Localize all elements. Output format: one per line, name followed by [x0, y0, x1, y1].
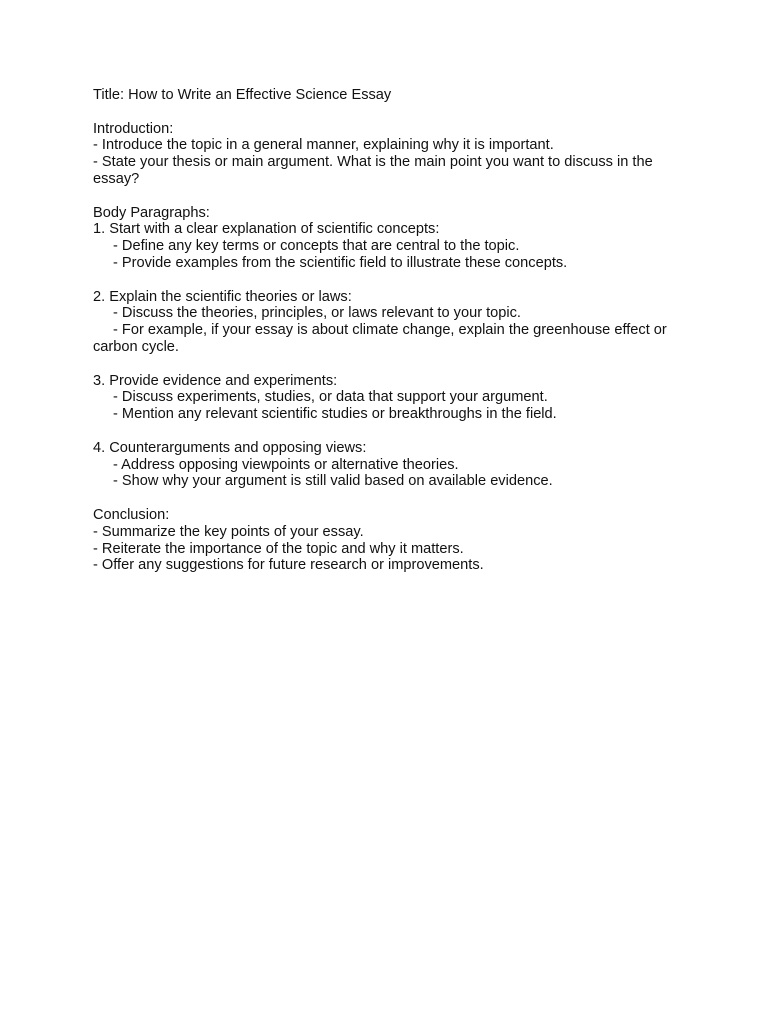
- conclusion-point: - Offer any suggestions for future research or improvements.: [93, 557, 484, 574]
- section-3-point: - Mention any relevant scientific studies or breakthroughs in the field.: [113, 406, 557, 423]
- spacer: [93, 272, 673, 289]
- section-2-point: - For example, if your essay is about climate change, explain the greenhouse effect or carbon cycle.: [93, 322, 671, 355]
- spacer: [93, 490, 673, 507]
- body-heading: Body Paragraphs:: [93, 204, 210, 221]
- introduction-point: - State your thesis or main argument. What is the main point you want to discuss in the essay?: [93, 154, 657, 187]
- conclusion-point: - Reiterate the importance of the topic and why it matters.: [93, 540, 464, 557]
- spacer: [93, 356, 673, 373]
- section-1-point: - Provide examples from the scientific field to illustrate these concepts.: [113, 254, 568, 271]
- introduction-point: - Introduce the topic in a general manner, explaining why it is important.: [93, 137, 554, 154]
- section-title-3: 3. Provide evidence and experiments:: [93, 372, 338, 389]
- spacer: [93, 104, 673, 121]
- conclusion-point: - Summarize the key points of your essay.: [93, 523, 364, 540]
- section-4-point: - Show why your argument is still valid based on available evidence.: [113, 473, 553, 490]
- section-title-4: 4. Counterarguments and opposing views:: [93, 439, 367, 456]
- spacer: [93, 188, 673, 205]
- section-title-2: 2. Explain the scientific theories or laws:: [93, 288, 352, 305]
- section-title-1: 1. Start with a clear explanation of scientific concepts:: [93, 221, 440, 238]
- section-2-point: - Discuss the theories, principles, or laws relevant to your topic.: [113, 305, 521, 322]
- document-title: Title: How to Write an Effective Science Essay: [93, 87, 392, 103]
- spacer: [93, 423, 673, 440]
- conclusion-heading: Conclusion:: [93, 506, 170, 523]
- section-1-point: - Define any key terms or concepts that are central to the topic.: [113, 238, 520, 255]
- document-body: [93, 87, 673, 574]
- section-3-point: - Discuss experiments, studies, or data that support your argument.: [113, 389, 548, 406]
- introduction-heading: Introduction:: [93, 120, 174, 137]
- section-4-point: - Address opposing viewpoints or alternative theories.: [113, 456, 459, 473]
